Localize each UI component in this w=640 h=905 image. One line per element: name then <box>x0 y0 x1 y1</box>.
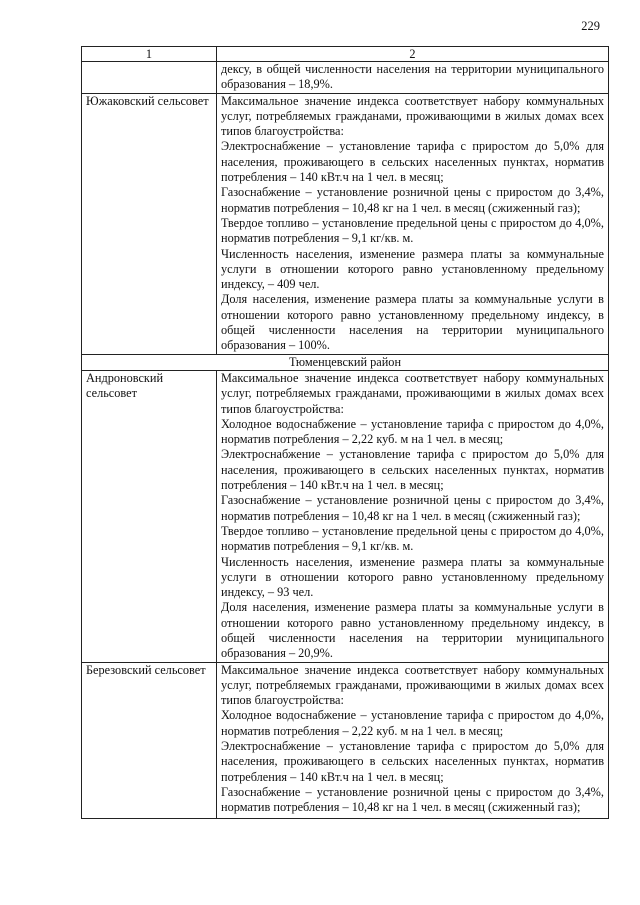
description-cell <box>217 62 609 94</box>
section-title: Тюменцевский район <box>82 354 609 370</box>
municipality-name: Южаковский сельсовет <box>82 93 217 354</box>
table-row <box>82 62 609 94</box>
paragraph: Твердое топливо – установление предельной цены с приростом до 4,0%, норматив потребления – 9,1 кг/кв. м. <box>221 215 604 246</box>
municipality-name <box>82 62 217 94</box>
description-cell <box>217 93 609 354</box>
paragraph: Электроснабжение – установление тарифа с приростом до 5,0% для населения, проживающего в сельских населенных пунктах, норматив потребления – 140 кВт.ч на 1 чел. в месяц; <box>221 139 604 185</box>
paragraph: дексу, в общей численности населения на территории муниципального образования – 18,9%. <box>221 62 604 92</box>
column-header-1: 1 <box>82 47 217 62</box>
table-row <box>82 370 609 662</box>
table-row <box>82 93 609 354</box>
paragraph: Электроснабжение – установление тарифа с приростом до 5,0% для населения, проживающего в сельских населенных пунктах, норматив потребления – 140 кВт.ч на 1 чел. в месяц; <box>221 739 604 784</box>
paragraph: Максимальное значение индекса соответствует набору коммунальных услуг, потребляемых гражданами, проживающими в жилых домах всех типов благоустройства: <box>221 662 604 708</box>
paragraph: Холодное водоснабжение – установление тарифа с приростом до 4,0%, норматив потребления – 2,22 куб. м на 1 чел. в месяц; <box>221 708 604 738</box>
page-number: 229 <box>581 19 600 33</box>
paragraph: Газоснабжение – установление розничной цены с приростом до 3,4%, норматив потребления – 10,48 кг на 1 чел. в месяц (сжиженный газ); <box>221 493 604 523</box>
table-header-row <box>82 47 609 62</box>
paragraph: Доля населения, изменение размера платы за коммунальные услуги в отношении которого равно установленному предельному индексу, в общей численности населения на территории муниципального образования – 20,9%. <box>221 600 604 661</box>
paragraph: Доля населения, изменение размера платы за коммунальные услуги в отношении которого равно установленному предельному индексу, в общей численности населения на территории муниципального образования – 100%. <box>221 292 604 353</box>
paragraph: Газоснабжение – установление розничной цены с приростом до 3,4%, норматив потребления – 10,48 кг на 1 чел. в месяц (сжиженный газ); <box>221 185 604 215</box>
paragraph: Электроснабжение – установление тарифа с приростом до 5,0% для населения, проживающего в сельских населенных пунктах, норматив потребления – 140 кВт.ч на 1 чел. в месяц; <box>221 447 604 493</box>
section-row <box>82 354 609 370</box>
paragraph: Численность населения, изменение размера платы за коммунальные услуги в отношении которого равно установленному предельному индексу, – 93 чел. <box>221 554 604 600</box>
municipality-name: Березовский сельсовет <box>82 662 217 818</box>
paragraph: Холодное водоснабжение – установление тарифа с приростом до 4,0%, норматив потребления – 2,22 куб. м на 1 чел. в месяц; <box>221 416 604 447</box>
paragraph: Газоснабжение – установление розничной цены с приростом до 3,4%, норматив потребления – 10,48 кг на 1 чел. в месяц (сжиженный газ); <box>221 784 604 815</box>
paragraph: Максимальное значение индекса соответствует набору коммунальных услуг, потребляемых гражданами, проживающими в жилых домах всех типов благоустройства: <box>221 93 604 139</box>
description-cell <box>217 662 609 818</box>
paragraph: Численность населения, изменение размера платы за коммунальные услуги в отношении которого равно установленному предельному индексу, – 409 чел. <box>221 246 604 292</box>
description-cell <box>217 370 609 662</box>
paragraph: Максимальное значение индекса соответствует набору коммунальных услуг, потребляемых гражданами, проживающими в жилых домах всех типов благоустройства: <box>221 370 604 416</box>
paragraph: Твердое топливо – установление предельной цены с приростом до 4,0%, норматив потребления – 9,1 кг/кв. м. <box>221 523 604 554</box>
document-table <box>81 46 609 819</box>
column-header-2: 2 <box>217 47 609 62</box>
table-row <box>82 662 609 818</box>
municipality-name: Андроновский сельсовет <box>82 370 217 662</box>
